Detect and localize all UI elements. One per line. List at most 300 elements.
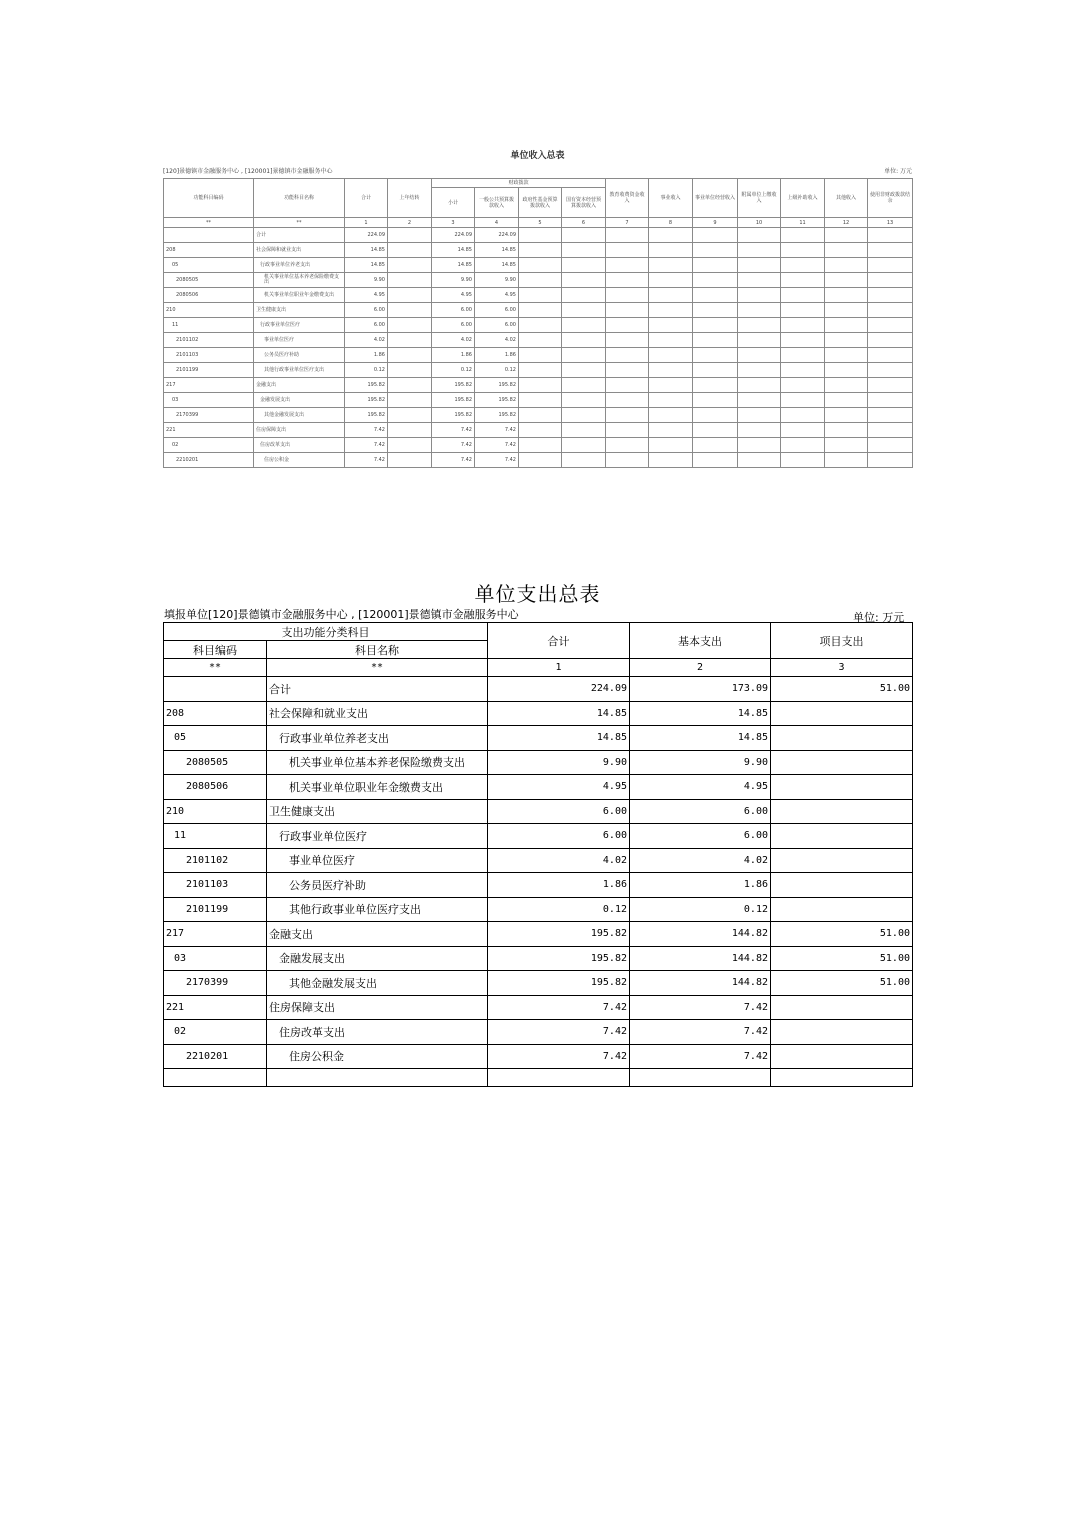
income-row-name: 卫生健康支出 xyxy=(254,303,345,318)
income-table-row xyxy=(164,333,913,348)
income-row-code: 2080506 xyxy=(164,288,254,303)
expenditure-row-total: 6.00 xyxy=(488,799,630,824)
income-row-subtotal: 6.00 xyxy=(432,303,475,318)
income-table-row xyxy=(164,303,913,318)
income-row-general-budget: 7.42 xyxy=(475,423,519,438)
income-header-fund-budget: 政府性基金预算拨款收入 xyxy=(519,188,562,218)
income-row-empty-cell xyxy=(519,378,562,393)
income-table-row xyxy=(164,318,913,333)
income-row-empty-cell xyxy=(693,378,738,393)
expenditure-row-basic xyxy=(630,1069,771,1087)
income-row-subtotal: 0.12 xyxy=(432,363,475,378)
income-row-empty-cell xyxy=(693,408,738,423)
income-row-empty-cell xyxy=(781,243,825,258)
income-row-empty-cell xyxy=(738,243,781,258)
income-row-empty-cell xyxy=(868,348,913,363)
income-row-general-budget: 195.82 xyxy=(475,378,519,393)
income-row-empty-cell xyxy=(606,288,649,303)
income-row-empty-cell xyxy=(693,303,738,318)
income-row-empty-cell xyxy=(649,258,693,273)
expenditure-table-row xyxy=(164,1020,913,1045)
income-index-cell: 13 xyxy=(868,218,913,228)
income-row-empty-cell xyxy=(738,333,781,348)
income-row-total: 14.85 xyxy=(345,243,388,258)
income-row-subtotal: 1.86 xyxy=(432,348,475,363)
expenditure-index-cell: 3 xyxy=(771,659,913,677)
income-row-empty-cell xyxy=(649,243,693,258)
income-row-empty-cell xyxy=(562,453,606,468)
expenditure-row-code: 05 xyxy=(164,726,267,751)
income-row-code: 05 xyxy=(164,258,254,273)
income-row-empty-cell xyxy=(738,438,781,453)
income-row-empty-cell xyxy=(649,333,693,348)
income-row-carryover xyxy=(388,288,432,303)
expenditure-row-basic: 4.95 xyxy=(630,775,771,800)
expenditure-row-basic: 173.09 xyxy=(630,677,771,702)
expenditure-row-project xyxy=(771,1069,913,1087)
income-row-empty-cell xyxy=(519,363,562,378)
income-row-name: 其他金融发展支出 xyxy=(254,408,345,423)
income-row-carryover xyxy=(388,273,432,288)
income-row-empty-cell xyxy=(519,453,562,468)
income-table-row xyxy=(164,348,913,363)
income-row-empty-cell xyxy=(868,333,913,348)
income-row-empty-cell xyxy=(649,363,693,378)
income-row-carryover xyxy=(388,393,432,408)
expenditure-row-code: 2101103 xyxy=(164,873,267,898)
income-index-cell: 8 xyxy=(649,218,693,228)
expenditure-table-row xyxy=(164,897,913,922)
income-row-general-budget: 4.02 xyxy=(475,333,519,348)
income-header-superior-subsidy: 上级补助收入 xyxy=(781,179,825,218)
income-row-empty-cell xyxy=(649,228,693,243)
income-row-empty-cell xyxy=(562,243,606,258)
income-row-general-budget: 4.95 xyxy=(475,288,519,303)
income-row-total: 7.42 xyxy=(345,423,388,438)
income-index-cell: 9 xyxy=(693,218,738,228)
expenditure-row-project xyxy=(771,775,913,800)
income-index-cell: 3 xyxy=(432,218,475,228)
income-row-subtotal: 195.82 xyxy=(432,378,475,393)
expenditure-row-project xyxy=(771,1020,913,1045)
expenditure-row-project xyxy=(771,799,913,824)
income-row-general-budget: 7.42 xyxy=(475,453,519,468)
income-row-empty-cell xyxy=(606,303,649,318)
income-row-empty-cell xyxy=(562,393,606,408)
income-row-empty-cell xyxy=(693,438,738,453)
expenditure-row-code xyxy=(164,1069,267,1087)
expenditure-row-total: 4.95 xyxy=(488,775,630,800)
expenditure-row-basic: 7.42 xyxy=(630,1020,771,1045)
expenditure-row-basic: 6.00 xyxy=(630,824,771,849)
income-row-carryover xyxy=(388,408,432,423)
income-row-empty-cell xyxy=(606,363,649,378)
income-row-empty-cell xyxy=(781,228,825,243)
expenditure-table-row xyxy=(164,750,913,775)
income-index-cell: ** xyxy=(164,218,254,228)
income-table-row xyxy=(164,438,913,453)
expenditure-row-total: 195.82 xyxy=(488,946,630,971)
income-header-subordinate-income: 附属单位上缴收入 xyxy=(738,179,781,218)
income-row-code: 2080505 xyxy=(164,273,254,288)
expenditure-row-code: 2101199 xyxy=(164,897,267,922)
income-row-empty-cell xyxy=(868,288,913,303)
expenditure-header-name: 科目名称 xyxy=(267,641,488,659)
income-row-empty-cell xyxy=(519,228,562,243)
income-row-empty-cell xyxy=(738,423,781,438)
expenditure-row-name: 公务员医疗补助 xyxy=(267,873,488,898)
expenditure-table-row xyxy=(164,873,913,898)
expenditure-row-project: 51.00 xyxy=(771,946,913,971)
income-row-empty-cell xyxy=(781,288,825,303)
expenditure-row-name: 合计 xyxy=(267,677,488,702)
expenditure-row-total: 224.09 xyxy=(488,677,630,702)
income-row-empty-cell xyxy=(868,453,913,468)
income-row-empty-cell xyxy=(781,348,825,363)
expenditure-row-total: 7.42 xyxy=(488,1044,630,1069)
income-row-empty-cell xyxy=(519,333,562,348)
expenditure-table-row xyxy=(164,701,913,726)
income-row-empty-cell xyxy=(606,348,649,363)
expenditure-row-project xyxy=(771,995,913,1020)
expenditure-row-name: 金融发展支出 xyxy=(267,946,488,971)
expenditure-row-basic: 144.82 xyxy=(630,971,771,996)
expenditure-row-project xyxy=(771,726,913,751)
expenditure-row-name: 社会保障和就业支出 xyxy=(267,701,488,726)
income-row-empty-cell xyxy=(825,318,868,333)
income-row-code xyxy=(164,228,254,243)
income-row-empty-cell xyxy=(738,348,781,363)
income-row-carryover xyxy=(388,333,432,348)
income-row-total: 1.86 xyxy=(345,348,388,363)
income-row-carryover xyxy=(388,228,432,243)
income-row-code: 11 xyxy=(164,318,254,333)
income-row-carryover xyxy=(388,378,432,393)
expenditure-table-row xyxy=(164,799,913,824)
income-row-empty-cell xyxy=(562,378,606,393)
expenditure-row-name: 住房公积金 xyxy=(267,1044,488,1069)
income-row-empty-cell xyxy=(606,438,649,453)
expenditure-row-project xyxy=(771,824,913,849)
income-row-empty-cell xyxy=(868,318,913,333)
income-row-empty-cell xyxy=(738,318,781,333)
expenditure-row-name: 事业单位医疗 xyxy=(267,848,488,873)
income-header-carryover: 上年结转 xyxy=(388,179,432,218)
income-row-empty-cell xyxy=(562,258,606,273)
income-row-empty-cell xyxy=(781,453,825,468)
income-table-title: 单位收入总表 xyxy=(510,151,565,161)
income-row-empty-cell xyxy=(825,438,868,453)
income-row-empty-cell xyxy=(606,408,649,423)
income-row-total: 7.42 xyxy=(345,438,388,453)
income-row-empty-cell xyxy=(868,408,913,423)
expenditure-row-project: 51.00 xyxy=(771,922,913,947)
income-row-total: 9.90 xyxy=(345,273,388,288)
expenditure-header-basic: 基本支出 xyxy=(630,623,771,659)
income-row-name: 金融支出 xyxy=(254,378,345,393)
income-header-balance-use: 使用非财政拨款结余 xyxy=(868,179,913,218)
expenditure-header-group: 支出功能分类科目 xyxy=(164,623,488,641)
expenditure-row-total: 7.42 xyxy=(488,995,630,1020)
income-row-name: 社会保障和就业支出 xyxy=(254,243,345,258)
income-row-empty-cell xyxy=(519,288,562,303)
income-row-empty-cell xyxy=(562,408,606,423)
income-row-empty-cell xyxy=(693,348,738,363)
income-row-carryover xyxy=(388,363,432,378)
income-row-code: 2101102 xyxy=(164,333,254,348)
income-row-empty-cell xyxy=(519,258,562,273)
income-row-empty-cell xyxy=(519,273,562,288)
income-row-empty-cell xyxy=(606,258,649,273)
income-row-carryover xyxy=(388,258,432,273)
expenditure-table-row xyxy=(164,995,913,1020)
income-row-empty-cell xyxy=(868,423,913,438)
income-row-total: 224.09 xyxy=(345,228,388,243)
income-header-state-capital: 国有资本经营预算拨款收入 xyxy=(562,188,606,218)
income-row-code: 2170399 xyxy=(164,408,254,423)
expenditure-table-row xyxy=(164,775,913,800)
income-row-empty-cell xyxy=(606,333,649,348)
income-row-subtotal: 195.82 xyxy=(432,408,475,423)
income-row-subtotal: 14.85 xyxy=(432,258,475,273)
expenditure-table-row xyxy=(164,946,913,971)
income-row-empty-cell xyxy=(781,333,825,348)
income-row-general-budget: 14.85 xyxy=(475,258,519,273)
expenditure-row-project xyxy=(771,848,913,873)
income-header-business-income: 事业收入 xyxy=(649,179,693,218)
income-row-carryover xyxy=(388,453,432,468)
income-row-empty-cell xyxy=(825,348,868,363)
expenditure-table-row xyxy=(164,848,913,873)
expenditure-index-cell: 2 xyxy=(630,659,771,677)
income-row-empty-cell xyxy=(738,393,781,408)
income-summary-table xyxy=(163,178,913,468)
income-table-row xyxy=(164,228,913,243)
income-row-empty-cell xyxy=(781,378,825,393)
expenditure-row-total: 1.86 xyxy=(488,873,630,898)
income-row-empty-cell xyxy=(868,363,913,378)
expenditure-row-code: 210 xyxy=(164,799,267,824)
expenditure-table-row xyxy=(164,726,913,751)
income-row-empty-cell xyxy=(781,318,825,333)
income-row-empty-cell xyxy=(825,288,868,303)
expenditure-index-cell: 1 xyxy=(488,659,630,677)
income-row-general-budget: 224.09 xyxy=(475,228,519,243)
income-row-name: 行政事业单位养老支出 xyxy=(254,258,345,273)
income-row-empty-cell xyxy=(519,243,562,258)
income-row-subtotal: 224.09 xyxy=(432,228,475,243)
income-index-cell: 12 xyxy=(825,218,868,228)
income-row-empty-cell xyxy=(868,438,913,453)
expenditure-row-name: 行政事业单位医疗 xyxy=(267,824,488,849)
income-table-body xyxy=(164,228,913,468)
income-row-general-budget: 7.42 xyxy=(475,438,519,453)
income-row-total: 195.82 xyxy=(345,408,388,423)
income-row-name: 事业单位医疗 xyxy=(254,333,345,348)
income-row-empty-cell xyxy=(606,393,649,408)
expenditure-table-unit-label: 单位: 万元 xyxy=(853,611,905,624)
income-row-carryover xyxy=(388,303,432,318)
income-row-empty-cell xyxy=(825,363,868,378)
income-row-name: 机关事业单位基本养老保险缴费支出 xyxy=(254,273,345,288)
income-row-empty-cell xyxy=(738,288,781,303)
income-row-empty-cell xyxy=(868,273,913,288)
expenditure-row-name: 其他行政事业单位医疗支出 xyxy=(267,897,488,922)
income-row-empty-cell xyxy=(693,228,738,243)
expenditure-header-total: 合计 xyxy=(488,623,630,659)
income-row-general-budget: 1.86 xyxy=(475,348,519,363)
income-index-cell: ** xyxy=(254,218,345,228)
income-row-empty-cell xyxy=(562,273,606,288)
income-index-cell: 1 xyxy=(345,218,388,228)
income-row-code: 217 xyxy=(164,378,254,393)
expenditure-row-name: 行政事业单位养老支出 xyxy=(267,726,488,751)
income-row-empty-cell xyxy=(693,333,738,348)
income-row-general-budget: 195.82 xyxy=(475,408,519,423)
income-row-code: 2101199 xyxy=(164,363,254,378)
income-row-empty-cell xyxy=(693,423,738,438)
income-row-empty-cell xyxy=(738,453,781,468)
income-table-row xyxy=(164,378,913,393)
income-row-empty-cell xyxy=(693,318,738,333)
income-row-subtotal: 7.42 xyxy=(432,423,475,438)
expenditure-index-cell: ** xyxy=(164,659,267,677)
income-row-total: 4.95 xyxy=(345,288,388,303)
income-row-total: 4.02 xyxy=(345,333,388,348)
expenditure-row-basic: 0.12 xyxy=(630,897,771,922)
income-row-total: 7.42 xyxy=(345,453,388,468)
income-row-empty-cell xyxy=(606,228,649,243)
income-row-name: 行政事业单位医疗 xyxy=(254,318,345,333)
expenditure-table-row xyxy=(164,677,913,702)
expenditure-row-name: 住房改革支出 xyxy=(267,1020,488,1045)
expenditure-row-total: 9.90 xyxy=(488,750,630,775)
income-row-empty-cell xyxy=(868,243,913,258)
income-row-code: 03 xyxy=(164,393,254,408)
income-row-empty-cell xyxy=(825,378,868,393)
expenditure-table-row xyxy=(164,922,913,947)
expenditure-row-code: 11 xyxy=(164,824,267,849)
income-row-empty-cell xyxy=(649,438,693,453)
income-header-education-fee: 教育收费资金收入 xyxy=(606,179,649,218)
income-header-name: 功能科目名称 xyxy=(254,179,345,218)
income-row-code: 210 xyxy=(164,303,254,318)
income-row-code: 208 xyxy=(164,243,254,258)
expenditure-row-code: 2170399 xyxy=(164,971,267,996)
income-row-empty-cell xyxy=(825,423,868,438)
income-row-empty-cell xyxy=(519,408,562,423)
income-header-code: 功能科目编码 xyxy=(164,179,254,218)
income-row-empty-cell xyxy=(519,393,562,408)
income-row-total: 195.82 xyxy=(345,393,388,408)
income-row-general-budget: 6.00 xyxy=(475,318,519,333)
expenditure-table-unit-name: 填报单位[120]景德镇市金融服务中心 , [120001]景德镇市金融服务中心 xyxy=(164,608,519,621)
income-row-empty-cell xyxy=(649,453,693,468)
income-row-general-budget: 9.90 xyxy=(475,273,519,288)
income-row-general-budget: 0.12 xyxy=(475,363,519,378)
income-row-carryover xyxy=(388,423,432,438)
income-row-total: 195.82 xyxy=(345,378,388,393)
expenditure-row-code: 2210201 xyxy=(164,1044,267,1069)
income-row-empty-cell xyxy=(738,408,781,423)
expenditure-row-project: 51.00 xyxy=(771,971,913,996)
expenditure-row-code: 2101102 xyxy=(164,848,267,873)
income-row-empty-cell xyxy=(738,228,781,243)
income-row-name: 其他行政事业单位医疗支出 xyxy=(254,363,345,378)
income-row-subtotal: 9.90 xyxy=(432,273,475,288)
income-row-empty-cell xyxy=(693,363,738,378)
expenditure-row-project xyxy=(771,1044,913,1069)
expenditure-row-code: 03 xyxy=(164,946,267,971)
expenditure-row-basic: 14.85 xyxy=(630,726,771,751)
income-table-unit-name: [120]景德镇市金融服务中心 , [120001]景德镇市金融服务中心 xyxy=(163,168,333,175)
expenditure-row-code: 02 xyxy=(164,1020,267,1045)
income-row-subtotal: 14.85 xyxy=(432,243,475,258)
income-row-empty-cell xyxy=(825,453,868,468)
income-row-empty-cell xyxy=(562,228,606,243)
expenditure-row-code: 208 xyxy=(164,701,267,726)
income-row-empty-cell xyxy=(868,393,913,408)
expenditure-row-code: 221 xyxy=(164,995,267,1020)
expenditure-row-total: 195.82 xyxy=(488,922,630,947)
income-table-row xyxy=(164,243,913,258)
expenditure-row-total: 195.82 xyxy=(488,971,630,996)
income-row-empty-cell xyxy=(825,258,868,273)
income-row-empty-cell xyxy=(562,303,606,318)
expenditure-row-total: 4.02 xyxy=(488,848,630,873)
income-row-empty-cell xyxy=(693,288,738,303)
income-row-empty-cell xyxy=(606,318,649,333)
income-row-subtotal: 4.02 xyxy=(432,333,475,348)
expenditure-row-project xyxy=(771,701,913,726)
income-row-subtotal: 4.95 xyxy=(432,288,475,303)
income-row-empty-cell xyxy=(562,333,606,348)
income-row-empty-cell xyxy=(649,408,693,423)
expenditure-row-name: 机关事业单位职业年金缴费支出 xyxy=(267,775,488,800)
income-row-empty-cell xyxy=(649,393,693,408)
expenditure-header-project: 项目支出 xyxy=(771,623,913,659)
income-row-empty-cell xyxy=(825,228,868,243)
income-row-name: 住房保障支出 xyxy=(254,423,345,438)
expenditure-table-row xyxy=(164,824,913,849)
expenditure-row-name: 机关事业单位基本养老保险缴费支出 xyxy=(267,750,488,775)
income-row-carryover xyxy=(388,243,432,258)
income-row-code: 2101103 xyxy=(164,348,254,363)
expenditure-row-total: 14.85 xyxy=(488,726,630,751)
income-row-empty-cell xyxy=(649,288,693,303)
income-row-empty-cell xyxy=(738,303,781,318)
income-row-empty-cell xyxy=(868,303,913,318)
expenditure-row-name: 金融支出 xyxy=(267,922,488,947)
income-row-empty-cell xyxy=(781,303,825,318)
income-header-general-budget: 一般公共预算拨款收入 xyxy=(475,188,519,218)
income-row-empty-cell xyxy=(693,393,738,408)
income-row-empty-cell xyxy=(693,243,738,258)
income-row-total: 14.85 xyxy=(345,258,388,273)
expenditure-row-basic: 144.82 xyxy=(630,922,771,947)
income-row-empty-cell xyxy=(649,303,693,318)
income-row-name: 公务员医疗补助 xyxy=(254,348,345,363)
income-header-other-income: 其他收入 xyxy=(825,179,868,218)
income-row-empty-cell xyxy=(738,258,781,273)
income-header-fiscal-group: 财政拨款 xyxy=(432,179,606,188)
income-row-empty-cell xyxy=(519,423,562,438)
income-row-empty-cell xyxy=(519,318,562,333)
income-index-cell: 5 xyxy=(519,218,562,228)
income-row-empty-cell xyxy=(649,273,693,288)
income-row-name: 机关事业单位职业年金缴费支出 xyxy=(254,288,345,303)
income-index-cell: 10 xyxy=(738,218,781,228)
